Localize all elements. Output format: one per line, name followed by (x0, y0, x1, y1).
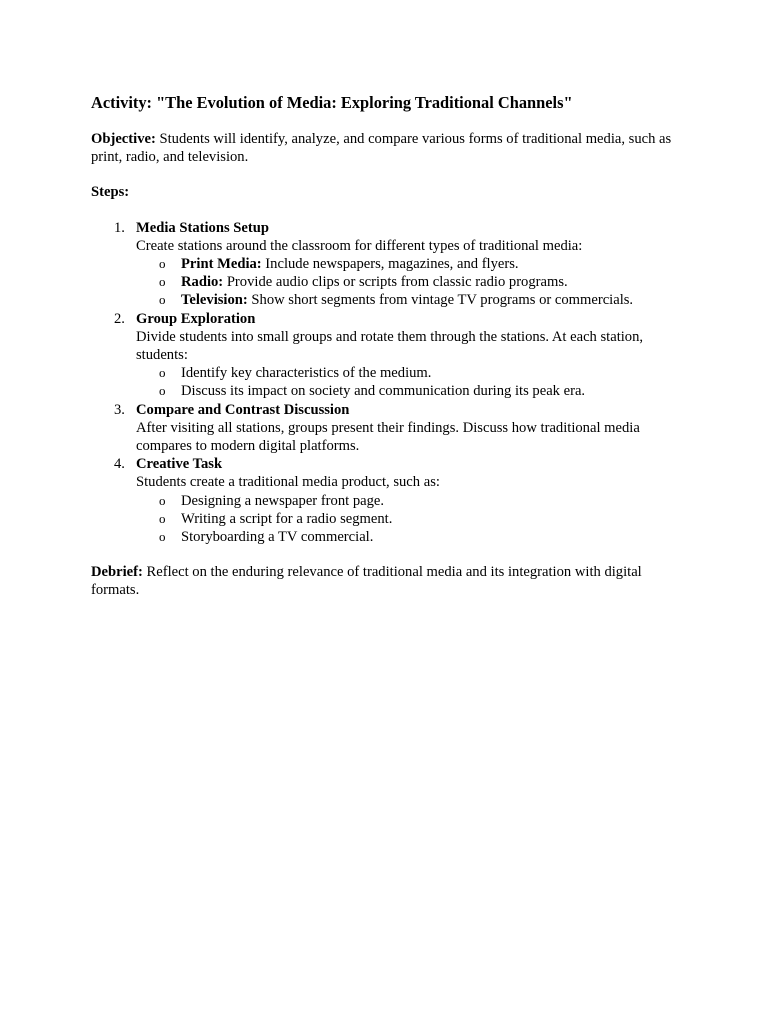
sub-list-item (136, 291, 681, 309)
step-number: 4. (114, 456, 125, 473)
step-description: Divide students into small groups and rotate them through the stations. At each station, students: (136, 328, 644, 364)
circle-bullet-icon: o (159, 529, 166, 545)
step-item (91, 219, 681, 310)
sub-item-text: Discuss its impact on society and communication during its peak era. (181, 383, 586, 400)
sub-item-text: Storyboarding a TV commercial. (181, 529, 374, 546)
sub-list-item (136, 255, 681, 273)
debrief-label: Debrief: (91, 564, 143, 581)
sub-item-text: Show short segments from vintage TV programs or commercials. (247, 292, 634, 309)
step-sub-list (136, 255, 681, 310)
debrief-paragraph (91, 563, 681, 599)
circle-bullet-icon: o (159, 492, 166, 508)
step-number: 3. (114, 401, 125, 418)
circle-bullet-icon: o (159, 274, 166, 290)
step-number: 2. (114, 310, 125, 327)
document-page (91, 92, 681, 617)
sub-list-item (136, 510, 681, 528)
step-sub-list (136, 492, 681, 547)
circle-bullet-icon: o (159, 510, 166, 526)
sub-item-label: Television: (181, 292, 248, 309)
step-title: Creative Task (136, 456, 223, 473)
sub-item-text: Provide audio clips or scripts from classic radio programs. (223, 274, 568, 291)
sub-list-item (136, 528, 681, 546)
sub-item-label: Print Media: (181, 256, 262, 273)
circle-bullet-icon: o (159, 292, 166, 308)
step-title: Group Exploration (136, 310, 256, 327)
sub-item-text: Include newspapers, magazines, and flyers. (261, 256, 519, 273)
circle-bullet-icon: o (159, 383, 166, 399)
step-sub-list (136, 364, 681, 400)
objective-text: Students will identify, analyze, and compare various forms of traditional media, such as print, radio, and television. (91, 131, 672, 166)
step-item (91, 401, 681, 456)
step-title: Media Stations Setup (136, 219, 269, 236)
document-title: Activity: "The Evolution of Media: Exploring Traditional Channels" (91, 93, 573, 112)
circle-bullet-icon: o (159, 256, 166, 272)
sub-list-item (136, 492, 681, 510)
step-title: Compare and Contrast Discussion (136, 401, 350, 418)
objective-label: Objective: (91, 131, 156, 147)
step-description: Create stations around the classroom for different types of traditional media: (136, 237, 583, 254)
sub-list-item (136, 382, 681, 400)
sub-list-item (136, 273, 681, 291)
step-number: 1. (114, 219, 125, 236)
debrief-text: Reflect on the enduring relevance of traditional media and its integration with digital formats. (91, 564, 642, 599)
sub-item-text: Identify key characteristics of the medium. (181, 365, 432, 382)
sub-list-item (136, 364, 681, 382)
sub-item-text: Writing a script for a radio segment. (181, 510, 393, 527)
sub-item-label: Radio: (181, 274, 224, 291)
step-description: After visiting all stations, groups present their findings. Discuss how traditional media compares to modern digital platforms. (136, 419, 640, 455)
steps-heading: Steps: (91, 184, 130, 201)
step-item (91, 310, 681, 401)
steps-list (91, 219, 681, 547)
step-description: Students create a traditional media product, such as: (136, 474, 440, 491)
step-item (91, 455, 681, 546)
sub-item-text: Designing a newspaper front page. (181, 492, 385, 509)
circle-bullet-icon: o (159, 365, 166, 381)
objective-paragraph (91, 130, 681, 166)
